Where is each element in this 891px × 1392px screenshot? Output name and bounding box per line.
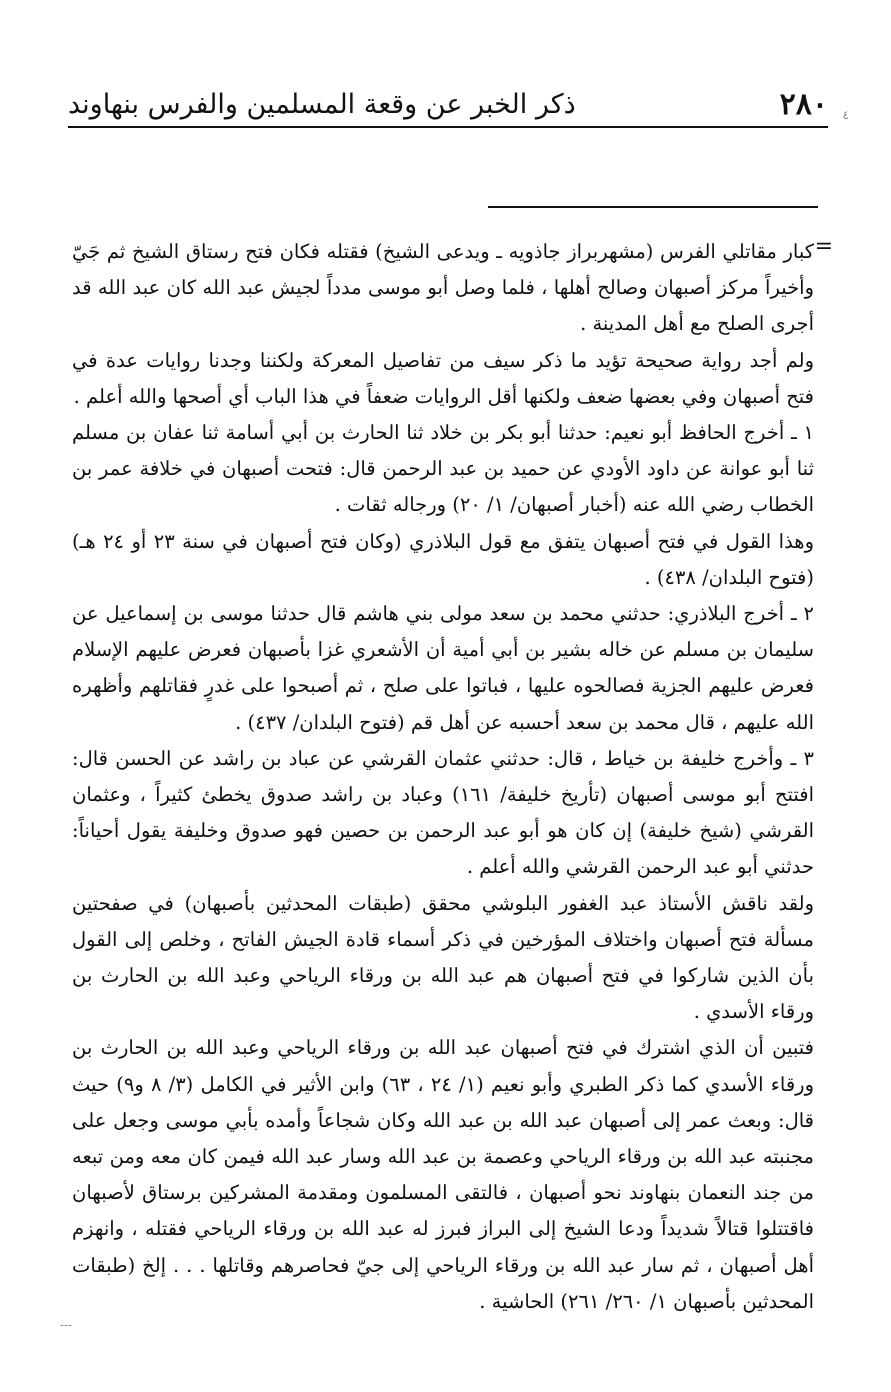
page-number: ٢٨٠ [779, 87, 828, 122]
margin-mark-top: ٤ [842, 108, 849, 122]
margin-mark-bottom: --- [60, 1318, 73, 1332]
running-title: ذكر الخبر عن وقعة المسلمين والفرس بنهاوند [68, 89, 576, 120]
footnote-continuation-mark: = [814, 234, 833, 259]
footnote-paragraph: ولم أجد رواية صحيحة تؤيد ما ذكر سيف من تفاصيل المعركة ولكننا وجدنا روايات عدة في فتح أصبهان وفي بعضها ضعف ولكنها أقل الروايات ضعفاً في هذا الباب أي أصحها والله أعلم . [72, 348, 814, 408]
footnote-paragraph: ٣ ـ وأخرج خليفة بن خياط ، قال: حدثني عثمان القرشي عن عباد بن راشد عن الحسن قال: افتتح أبو موسى أصبهان (تأريخ خليفة/ ١٦١) وعباد بن راشد صدوق يخطئ كثيراً ، وعثمان القرشي (شيخ خليفة) إن كان هو أبو عبد الرحمن بن حصين فهو صدوق وخليفة يقول أحياناً: حدثني أبو عبد الرحمن القرشي والله أعلم . [72, 746, 815, 879]
footnote-paragraph: كبار مقاتلي الفرس (مشهربراز جاذويه ـ ويدعى الشيخ) فقتله فكان فتح رستاق الشيخ ثم جَيّ وأخيراً مركز أصبهان وصالح أهلها ، فلما وصل أبو موسى مدداً لجيش عبد الله كان عبد الله قد أجرى الصلح مع أهل المدينة . [72, 240, 814, 336]
running-header [68, 78, 828, 128]
footnote-body [72, 234, 814, 1320]
footnote-paragraph: ٢ ـ أخرج البلاذري: حدثني محمد بن سعد مولى بني هاشم قال حدثنا موسى بن إسماعيل عن سليمان بن مسلم عن خاله بشير بن أبي أمية أن الأشعري غزا بأصبهان فعرض عليهم الإسلام فعرض عليهم الجزية فصالحوه عليها ، فباتوا على صلح ، ثم أصبحوا على غدرٍ فقاتلهم وأظهره الله عليهم ، قال محمد بن سعد أحسبه عن أهل قم (فتوح البلدان/ ٤٣٧) . [72, 602, 814, 734]
footnote-paragraph: ولقد ناقش الأستاذ عبد الغفور البلوشي محقق (طبقات المحدثين بأصبهان) في صفحتين مسألة فتح أصبهان واختلاف المؤرخين في ذكر أسماء قادة الجيش الفاتح ، وخلص إلى القول بأن الذين شاركوا في فتح أصبهان هم عبد الله بن ورقاء الرياحي وعبد الله بن الحارث بن ورقاء الأسدي . [72, 891, 814, 1024]
footnote-separator [488, 206, 818, 208]
footnote-paragraph: فتبين أن الذي اشترك في فتح أصبهان عبد الله بن ورقاء الرياحي وعبد الله بن الحارث بن ورقاء الأسدي كما ذكر الطبري وأبو نعيم (١/ ٢٤ ، ٦٣) وابن الأثير في الكامل (٣/ ٨ و٩) حيث قال: وبعث عمر إلى أصبهان عبد الله بن عبد الله وكان شجاعاً وأمده بأبي موسى وجعل على مجنبته عبد الله بن ورقاء الرياحي وعصمة بن عبد الله وسار عبد الله فيمن كان معه ومن تبعه من جند النعمان بنهاوند نحو أصبهان ، فالتقى المسلمون ومقدمة المشركين برستاق لأصبهان فاقتتلوا قتالاً شديداً ودعا الشيخ إلى البراز فبرز له عبد الله بن ورقاء الرياحي فقتله ، وانهزم أهل أصبهان ، ثم سار عبد الله بن ورقاء الرياحي إلى جيّ فحاصرهم وقاتلها . . . إلخ (طبقات المحدثين بأصبهان ١/ ٢٦٠/ ٢٦١) الحاشية . [72, 1036, 814, 1313]
footnote-paragraph: ١ ـ أخرج الحافظ أبو نعيم: حدثنا أبو بكر بن خلاد ثنا الحارث بن أبي أسامة ثنا عفان بن مسلم ثنا أبو عوانة عن داود الأودي عن حميد بن عبد الرحمن قال: فتحت أصبهان في خلافة عمر بن الخطاب رضي الله عنه (أخبار أصبهان/ ١/ ٢٠) ورجاله ثقات . [72, 421, 814, 517]
header-rule [68, 126, 828, 128]
footnote-paragraph: وهذا القول في فتح أصبهان يتفق مع قول البلاذري (وكان فتح أصبهان في سنة ٢٣ أو ٢٤ هـ) (فتوح البلدان/ ٤٣٨) . [72, 529, 815, 589]
